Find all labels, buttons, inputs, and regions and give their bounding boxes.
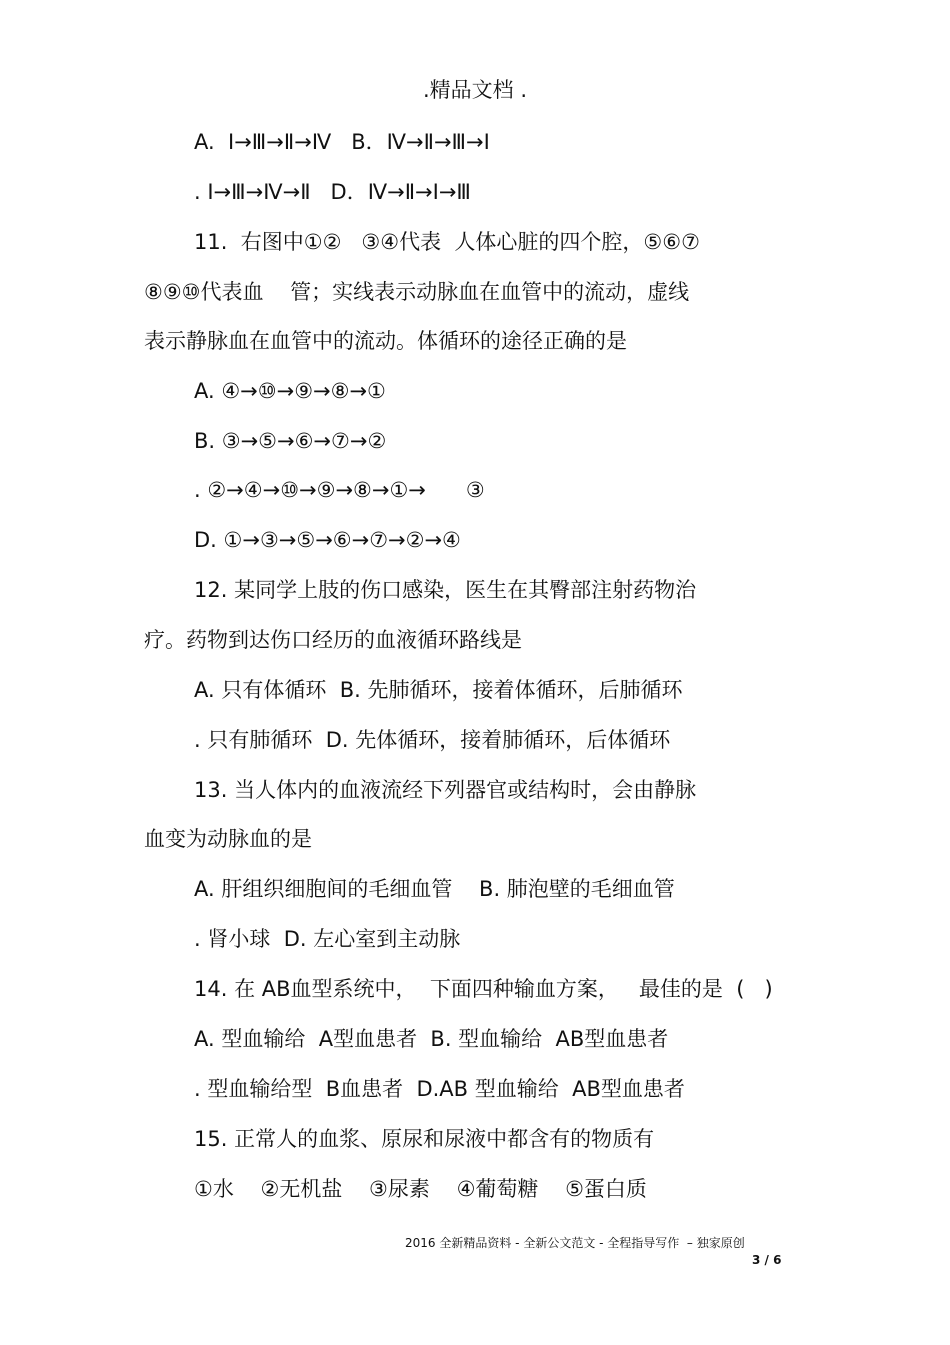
- answer-options-line: A. Ⅰ→Ⅲ→Ⅱ→Ⅳ B．Ⅳ→Ⅱ→Ⅲ→Ⅰ: [194, 130, 490, 154]
- answer-options-line: . Ⅰ→Ⅲ→Ⅳ→Ⅱ D．Ⅳ→Ⅱ→Ⅰ→Ⅲ: [194, 180, 471, 204]
- answer-option-b: B. ③→⑤→⑥→⑦→②: [194, 429, 387, 453]
- answer-options-line: ①水 ②无机盐 ③尿素 ④葡萄糖 ⑤蛋白质: [194, 1177, 647, 1201]
- question-13-line: 13. 当人体内的血液流经下列器官或结构时，会由静脉: [194, 778, 697, 802]
- question-11-line: ⑧⑨⑩代表血 管；实线表示动脉血在血管中的流动，虚线: [144, 280, 690, 304]
- page-number: 3 / 6: [752, 1253, 782, 1267]
- answer-option-d: D. ①→③→⑤→⑥→⑦→②→④: [194, 528, 461, 552]
- question-11-line: 表示静脉血在血管中的流动。体循环的途径正确的是: [144, 329, 627, 353]
- page-footer: 2016 全新精品资料 - 全新公文范文 - 全程指导写作 – 独家原创: [405, 1236, 745, 1250]
- question-11-line: 11. 右图中①② ③④代表 人体心脏的四个腔，⑤⑥⑦: [194, 230, 700, 254]
- question-15-line: 15. 正常人的血浆、原尿和尿液中都含有的物质有: [194, 1127, 655, 1151]
- answer-option-a: A. ④→⑩→⑨→⑧→①: [194, 379, 386, 403]
- answer-options-line: A. 只有体循环 B. 先肺循环，接着体循环，后肺循环: [194, 678, 683, 702]
- answer-options-line: A. 肝组织细胞间的毛细血管 B. 肺泡壁的毛细血管: [194, 877, 675, 901]
- question-12-line: 疗。药物到达伤口经历的血液循环路线是: [144, 628, 522, 652]
- question-12-line: 12. 某同学上肢的伤口感染，医生在其臀部注射药物治: [194, 578, 697, 602]
- question-13-line: 血变为动脉血的是: [144, 827, 312, 851]
- page-header: .精品文档 .: [422, 78, 528, 102]
- answer-options-line: . 只有肺循环 D. 先体循环，接着肺循环，后体循环: [194, 728, 671, 752]
- question-14-line: 14. 在 AB血型系统中， 下面四种输血方案， 最佳的是 ( ): [194, 977, 773, 1001]
- answer-options-line: . 型血输给型 B血患者 D.AB 型血输给 AB型血患者: [194, 1077, 685, 1101]
- answer-options-line: A. 型血输给 A型血患者 B. 型血输给 AB型血患者: [194, 1027, 669, 1051]
- answer-option-c: . ②→④→⑩→⑨→⑧→①→ ③: [194, 478, 485, 502]
- answer-options-line: . 肾小球 D. 左心室到主动脉: [194, 927, 461, 951]
